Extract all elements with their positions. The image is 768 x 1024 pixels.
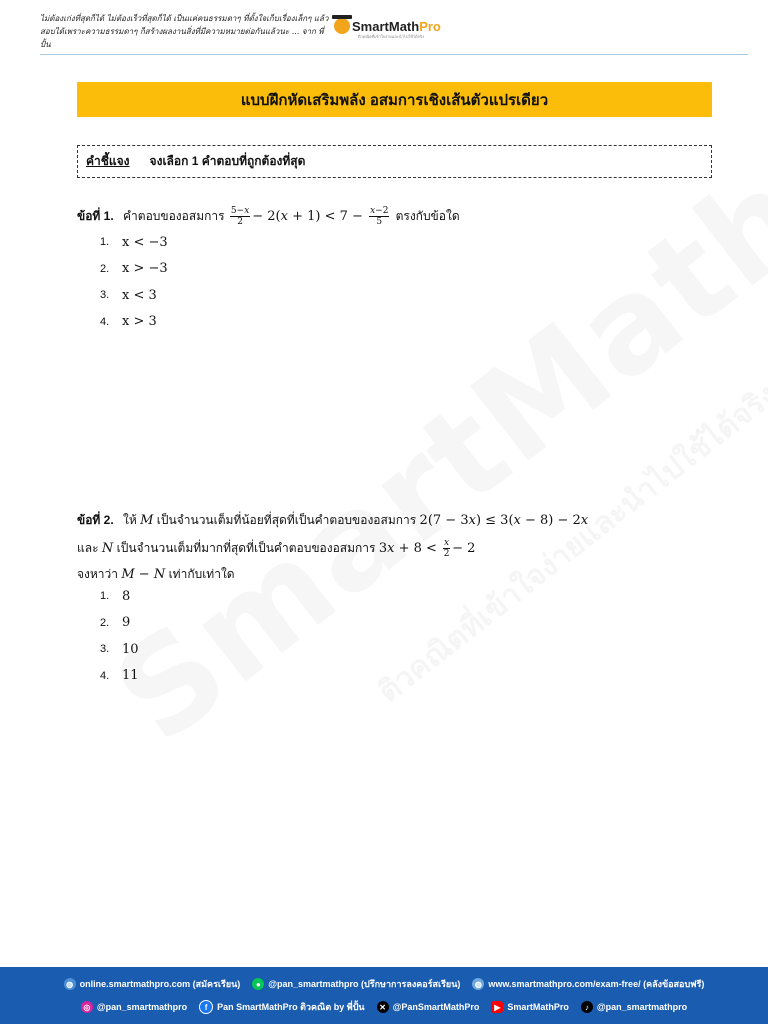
smartmathpro-logo bbox=[334, 18, 441, 34]
web-icon: ◍ bbox=[472, 978, 484, 990]
question-1-options bbox=[100, 229, 168, 335]
footer-tiktok-link[interactable]: ♪ @pan_smartmathpro bbox=[581, 1001, 687, 1013]
footer-website-link[interactable]: ◍ online.smartmathpro.com (สมัครเรียน) bbox=[64, 977, 241, 991]
header-quote-line-1: ไม่ต้องเก่งที่สุดก็ได้ ไม่ต้องเร็วที่สุดก็ได้ เป็นแค่คนธรรมดาๆ ที่ตั้งใจเก็บเรื่องเล็กๆ แล้ว bbox=[40, 14, 329, 23]
question-1-option-3[interactable]: 3. x < 3 bbox=[100, 287, 157, 303]
contact-footer bbox=[0, 967, 768, 1024]
question-1-option-1[interactable]: 1. x < −3 bbox=[100, 234, 168, 250]
instagram-icon: ◎ bbox=[81, 1001, 93, 1013]
instruction-text: จงเลือก 1 คำตอบที่ถูกต้องที่สุด bbox=[149, 154, 306, 168]
question-2-options bbox=[100, 583, 139, 689]
header-divider bbox=[40, 54, 748, 55]
instruction-label: คำชี้แจง bbox=[86, 154, 130, 168]
question-2-option-2[interactable]: 2. 9 bbox=[100, 615, 131, 631]
question-1-option-4[interactable]: 4. x > 3 bbox=[100, 314, 157, 330]
tiktok-icon: ♪ bbox=[581, 1001, 593, 1013]
question-2-line-2: และ N เป็นจำนวนเต็มที่มากที่สุดที่เป็นคำตอบของอสมการ 3x + 8 < $\frac{x}{2}$ − 2 bbox=[77, 538, 476, 559]
question-1-suffix: ตรงกับข้อใด bbox=[395, 209, 460, 223]
footer-facebook-link[interactable]: f Pan SmartMathPro ติวคณิต by พี่ปั้น bbox=[199, 1000, 364, 1014]
footer-youtube-link[interactable]: ▶ SmartMathPro bbox=[491, 1001, 569, 1013]
header-quote-line-2: สอบได้เพราะความธรรมดาๆ ก็สร้างผลงานสิ่งที่มีความหมายต่อกันแล้วนะ ... จาก พี่ปั้น bbox=[40, 27, 324, 49]
instruction-box bbox=[77, 145, 712, 178]
footer-row-2 bbox=[0, 1000, 768, 1014]
question-2-option-3[interactable]: 3. 10 bbox=[100, 641, 139, 657]
question-2-option-1[interactable]: 1. 8 bbox=[100, 588, 131, 604]
logo-text: SmartMathPro bbox=[352, 18, 441, 34]
globe-icon: ◍ bbox=[64, 978, 76, 990]
logo-tagline: ติวคณิตที่เข้าใจง่ายและนำไปใช้ได้จริง bbox=[358, 34, 425, 39]
line-icon: ● bbox=[252, 978, 264, 990]
worksheet-title: แบบฝึกหัดเสริมพลัง อสมการเชิงเส้นตัวแปรเดียว bbox=[77, 82, 712, 117]
question-1 bbox=[77, 206, 460, 227]
footer-row-1 bbox=[0, 977, 768, 991]
question-2-line-1: ข้อที่ 2. ให้ M เป็นจำนวนเต็มที่น้อยที่สุดที่เป็นคำตอบของอสมการ 2(7 − 3x) ≤ 3(x − 8) − 2x bbox=[77, 513, 589, 528]
x-icon: ✕ bbox=[377, 1001, 389, 1013]
footer-instagram-link[interactable]: ◎ @pan_smartmathpro bbox=[81, 1001, 187, 1013]
question-1-number: ข้อที่ 1. bbox=[77, 209, 114, 223]
question-1-inequality: $\frac{5-x}{2}$ − 2(x + 1) < 7 − $\frac{x-2}{5}$ bbox=[230, 206, 389, 227]
question-1-prefix: คำตอบของอสมการ bbox=[123, 209, 225, 223]
youtube-icon: ▶ bbox=[491, 1001, 503, 1013]
question-1-option-2[interactable]: 2. x > −3 bbox=[100, 261, 168, 277]
footer-x-link[interactable]: ✕ @PanSmartMathPro bbox=[377, 1001, 480, 1013]
question-2-option-4[interactable]: 4. 11 bbox=[100, 668, 139, 684]
graduation-cap-icon bbox=[334, 18, 350, 34]
question-2-line-3: จงหาว่า M − N เท่ากับเท่าใด bbox=[77, 567, 235, 582]
footer-line-link[interactable]: ● @pan_smartmathpro (ปรึกษาการลงคอร์สเรียน) bbox=[252, 977, 460, 991]
facebook-icon: f bbox=[199, 1000, 213, 1014]
footer-exam-link[interactable]: ◍ www.smartmathpro.com/exam-free/ (คลังข้อสอบฟรี) bbox=[472, 977, 704, 991]
header-quote bbox=[40, 12, 330, 51]
